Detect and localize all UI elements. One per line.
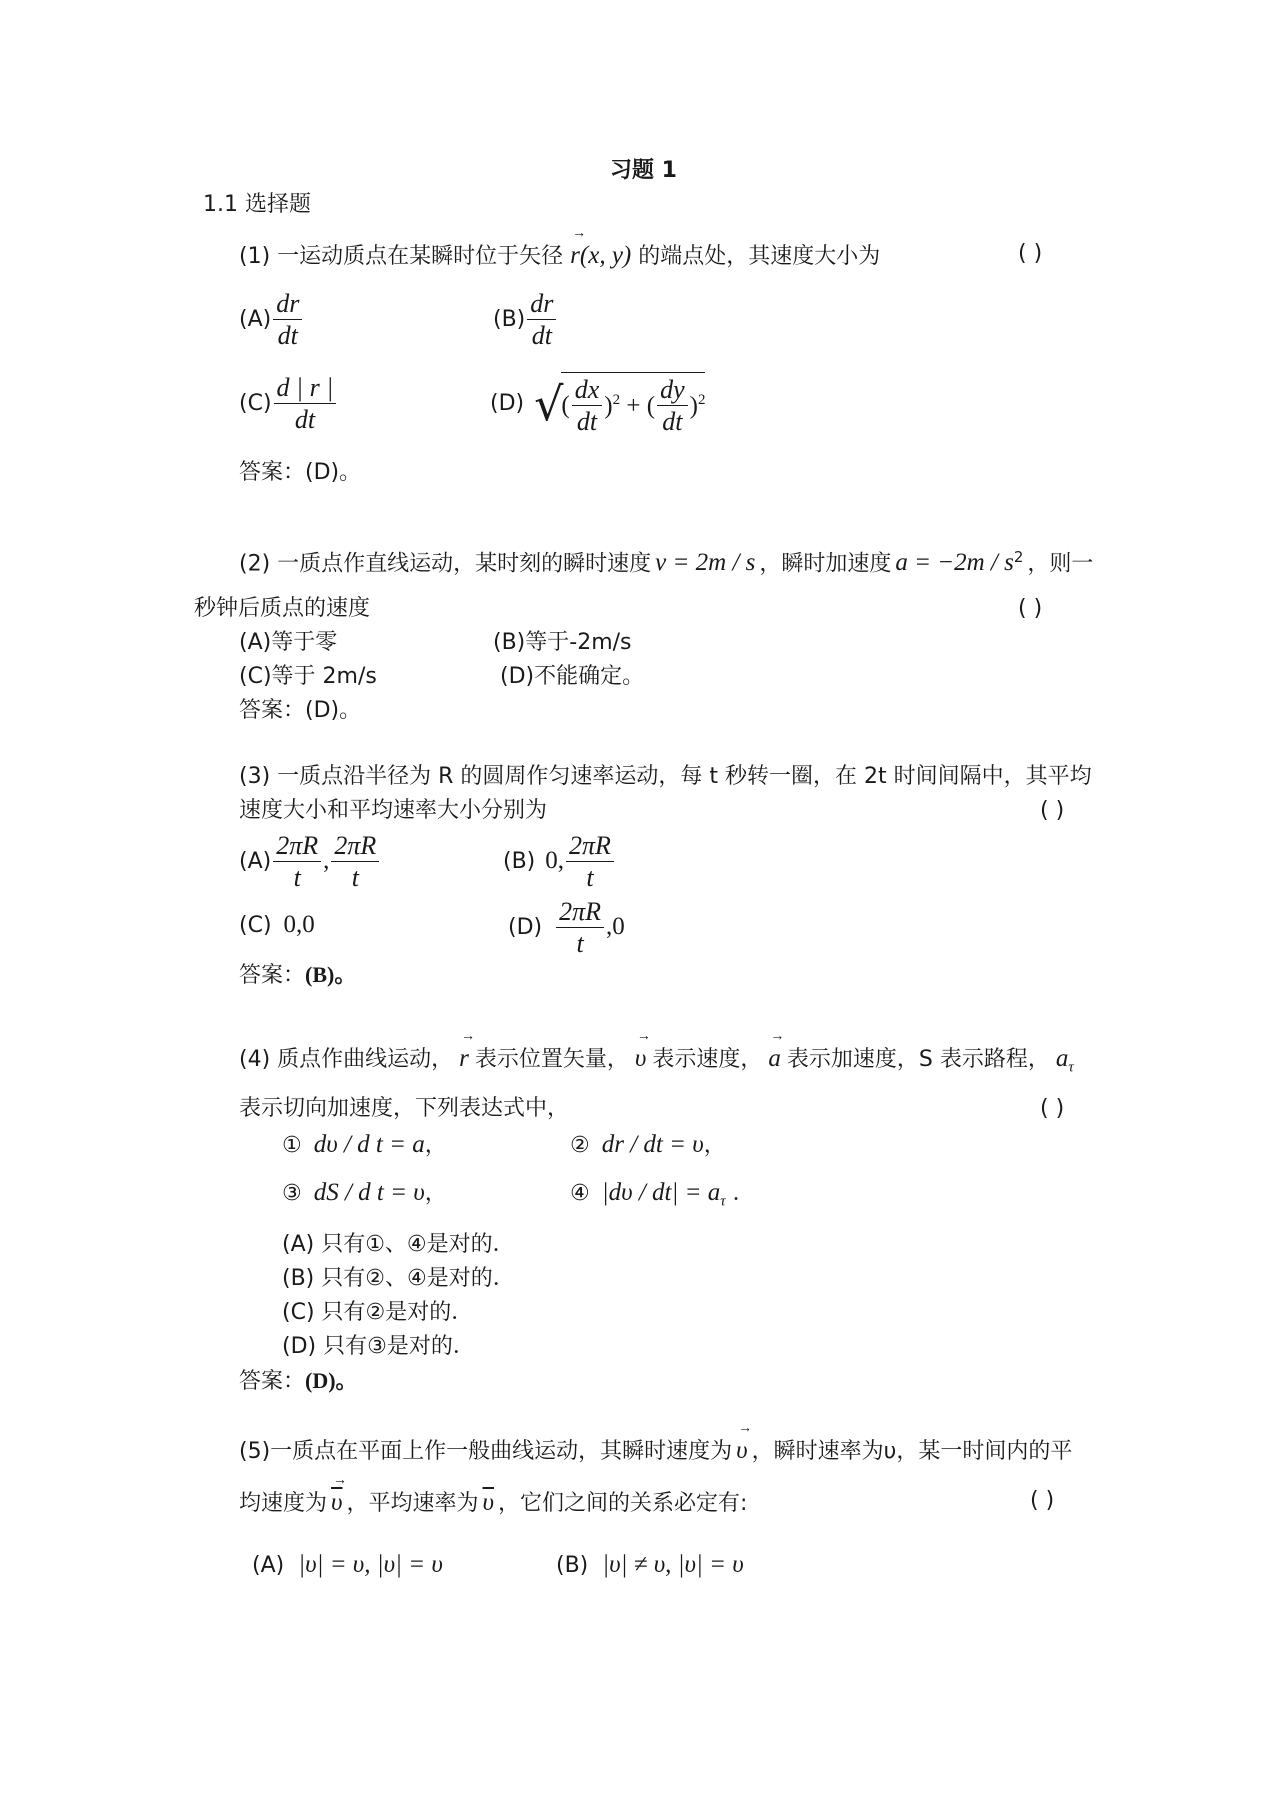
q4-answer-blank: ( ) xyxy=(1040,1096,1065,1121)
q5-v-inst: → υ xyxy=(736,1436,747,1466)
q4-answer-value: (D)。 xyxy=(305,1368,358,1393)
q3-answer-value: (B)。 xyxy=(305,962,357,987)
page-title: 习题 1 xyxy=(610,158,677,183)
q4-option-b: (B) 只有②、④是对的． xyxy=(282,1266,515,1291)
q1-b-label: (B) xyxy=(493,306,526,332)
q5-b-expr: |υ| ≠ υ, |υ| = υ xyxy=(602,1551,744,1578)
q3-a-label: (A) xyxy=(239,848,272,874)
q5-option-b xyxy=(556,1550,744,1580)
q3-a-den-1: t xyxy=(293,863,301,893)
q5-a-expr: |υ| = υ, |υ| = υ xyxy=(298,1551,443,1578)
q3-a-den-2: t xyxy=(351,863,359,893)
q4-stem-b: 表示位置矢量， xyxy=(474,1047,629,1072)
q3-a-frac-2 xyxy=(331,832,379,892)
q4-e2-mark: ② xyxy=(570,1133,590,1158)
q4-option-a: (A) 只有①、④是对的． xyxy=(282,1232,515,1257)
q5-line2-c: ，它们之间的关系必定有: xyxy=(498,1491,748,1516)
q4-e4-expr: |dυ / dt| = a xyxy=(601,1179,721,1206)
q1-d-frac-y xyxy=(657,376,688,436)
q1-d-label: (D) xyxy=(490,390,525,416)
q3-d-den: t xyxy=(576,929,584,959)
q3-option-a: (A) $\frac{2\pi R}{t}$ , $\frac{2\pi R}{t}$ xyxy=(239,832,381,892)
q3-answer-blank: ( ) xyxy=(1040,798,1065,823)
q5-b-label: (B) xyxy=(556,1553,589,1578)
q5-a-label: (A) xyxy=(252,1553,285,1578)
q1-d-frac-x xyxy=(572,376,603,436)
q5-line2-a: 均速度为 xyxy=(239,1491,328,1516)
q1-a-fraction xyxy=(273,290,302,350)
q1-answer-blank: ( ) xyxy=(1018,241,1043,266)
q3-d-frac xyxy=(556,898,604,958)
q1-c-fraction xyxy=(274,374,337,434)
q1-option-d xyxy=(490,372,705,436)
q2-stem-b: ，瞬时加速度 xyxy=(759,551,892,577)
q2-answer: 答案：(D)。 xyxy=(239,698,362,723)
q5-speed-avg: $\overline{\upsilon}$ xyxy=(482,1489,494,1516)
q3-option-b xyxy=(503,832,616,892)
q3-a-frac-1 xyxy=(273,832,321,892)
q2-stem-c: ，则一 xyxy=(1027,551,1094,577)
q5-stem-line2 xyxy=(239,1488,747,1518)
q1-d-dy: dy xyxy=(657,376,688,406)
q2-option-a: (A)等于零 xyxy=(239,630,338,655)
q1-option-b xyxy=(493,290,558,350)
q2-answer-blank: ( ) xyxy=(1018,596,1043,621)
q3-b-label: (B) xyxy=(503,848,536,874)
q4-r-sym: → r xyxy=(459,1044,469,1074)
q3-d-num: 2πR xyxy=(556,898,604,928)
q4-e1-expr: dυ / d t = a xyxy=(313,1131,425,1158)
q1-b-fraction xyxy=(527,290,556,350)
q4-option-c: (C) 只有②是对的． xyxy=(282,1300,474,1325)
q4-v-sym: → υ xyxy=(635,1044,646,1074)
q4-stem-d: 表示加速度，S 表示路程， xyxy=(786,1047,1050,1072)
q5-v-avg: → $\overline{\upsilon}$ xyxy=(331,1488,342,1518)
q4-expr-3: ③ dS / d t = υ， xyxy=(282,1179,447,1206)
q5-stem-a: (5)一质点在平面上作一般曲线运动，其瞬时速度为 xyxy=(239,1439,733,1464)
q4-stem-line2: 表示切向加速度，下列表达式中， xyxy=(239,1096,570,1121)
q4-e2-expr: dr / dt = υ xyxy=(601,1131,704,1158)
q1-d-den-y: dt xyxy=(662,407,683,437)
q1-a-den: dt xyxy=(277,321,298,351)
q4-a-sym: → a xyxy=(768,1044,781,1074)
q1-d-den-x: dt xyxy=(576,407,598,437)
q4-e3-expr: dS / d t = υ xyxy=(313,1179,425,1206)
q3-b-den: t xyxy=(586,863,594,893)
q3-b-frac xyxy=(566,832,614,892)
q1-a-label: (A) xyxy=(239,306,272,332)
q2-stem-line2: 秒钟后质点的速度 xyxy=(194,596,371,621)
q1-b-den: dt xyxy=(531,321,552,351)
q1-b-num: dr xyxy=(527,290,556,320)
q5-answer-blank: ( ) xyxy=(1030,1488,1055,1513)
q4-option-d: (D) 只有③是对的． xyxy=(282,1334,475,1359)
q4-stem-c: 表示速度， xyxy=(652,1047,763,1072)
q4-expr-1: ① dυ / d t = a， xyxy=(282,1131,447,1158)
q1-option-a xyxy=(239,290,304,350)
q4-e4-mark: ④ xyxy=(570,1181,590,1206)
q1-stem-b: 的端点处，其速度大小为 xyxy=(638,244,881,269)
q4-answer xyxy=(239,1368,358,1395)
q2-option-c: (C)等于 2m/s xyxy=(239,664,377,689)
q4-stem-a: (4) 质点作曲线运动， xyxy=(239,1047,454,1072)
q4-e4-tau: τ xyxy=(720,1193,726,1210)
q1-option-c xyxy=(239,374,338,434)
q3-c-value: 0,0 xyxy=(283,911,315,938)
q3-stem-line2: 速度大小和平均速率大小分别为 xyxy=(239,798,548,823)
q3-b-num: 2πR xyxy=(566,832,614,862)
q4-at-sym: a xyxy=(1055,1045,1069,1072)
q4-e3-mark: ③ xyxy=(282,1181,302,1206)
q2-option-d: (D)不能确定。 xyxy=(500,664,645,689)
q4-expr-2: ② dr / dt = υ， xyxy=(570,1131,726,1158)
q5-option-a xyxy=(252,1550,443,1580)
q5-stem xyxy=(239,1436,1072,1466)
q3-option-c xyxy=(239,910,315,940)
q1-answer: 答案：(D)。 xyxy=(239,460,362,485)
q1-stem xyxy=(239,241,880,271)
q3-a-num-1: 2πR xyxy=(273,832,321,862)
q3-answer-prefix: 答案： xyxy=(239,963,306,988)
q2-v-expr: v = 2m / s xyxy=(655,549,756,577)
q1-stem-args: (x, y) xyxy=(579,242,632,269)
q2-stem: (2) 一质点作直线运动，某时刻的瞬时速度 v = 2m / s ，瞬时加速度 $a = -2m / s^2$ ，则一 xyxy=(239,548,1094,577)
q1-d-dx: dx xyxy=(572,376,603,406)
q1-c-den: dt xyxy=(294,405,316,435)
q3-d-suffix: ,0 xyxy=(606,912,625,940)
q3-option-d xyxy=(508,898,625,958)
q1-a-num: dr xyxy=(273,290,302,320)
q4-e1-mark: ① xyxy=(282,1133,302,1158)
q2-stem-a: (2) 一质点作直线运动，某时刻的瞬时速度 xyxy=(239,551,652,577)
q1-c-num: d | r | xyxy=(274,374,337,404)
q3-d-label: (D) xyxy=(508,914,543,940)
q5-stem-b: ，瞬时速率为υ，某一时间内的平 xyxy=(751,1439,1073,1464)
q3-answer xyxy=(239,962,356,989)
q4-expr-4: ④ $|d\upsilon / dt| = a_\tau$ ． xyxy=(570,1179,755,1210)
q3-a-num-2: 2πR xyxy=(331,832,379,862)
q1-stem-a: (1) 一运动质点在某瞬时位于矢径 xyxy=(239,244,564,269)
q3-c-label: (C) xyxy=(239,913,272,938)
q1-d-sqrt: √ ( $\frac{dx}{dt}$ )$^2$ + ( $\frac{dy}{dt}$ )$^2$ xyxy=(534,372,705,436)
q2-option-b: (B)等于-2m/s xyxy=(493,630,632,655)
q4-answer-prefix: 答案： xyxy=(239,1369,306,1394)
section-heading: 1.1 选择题 xyxy=(203,192,311,217)
q3-stem-line1: (3) 一质点沿半径为 R 的圆周作匀速率运动，每 t 秒转一圈，在 2t 时间间隔中，其平均 xyxy=(239,764,1092,789)
q5-line2-b: ，平均速率为 xyxy=(346,1491,479,1516)
q4-tau: τ xyxy=(1068,1059,1074,1076)
q2-a-expr: a = −2m / s xyxy=(895,549,1014,577)
q3-b-prefix: 0, xyxy=(545,846,565,874)
q4-stem xyxy=(239,1044,1074,1076)
q1-c-label: (C) xyxy=(239,390,272,416)
q1-stem-var: → r xyxy=(570,241,580,271)
